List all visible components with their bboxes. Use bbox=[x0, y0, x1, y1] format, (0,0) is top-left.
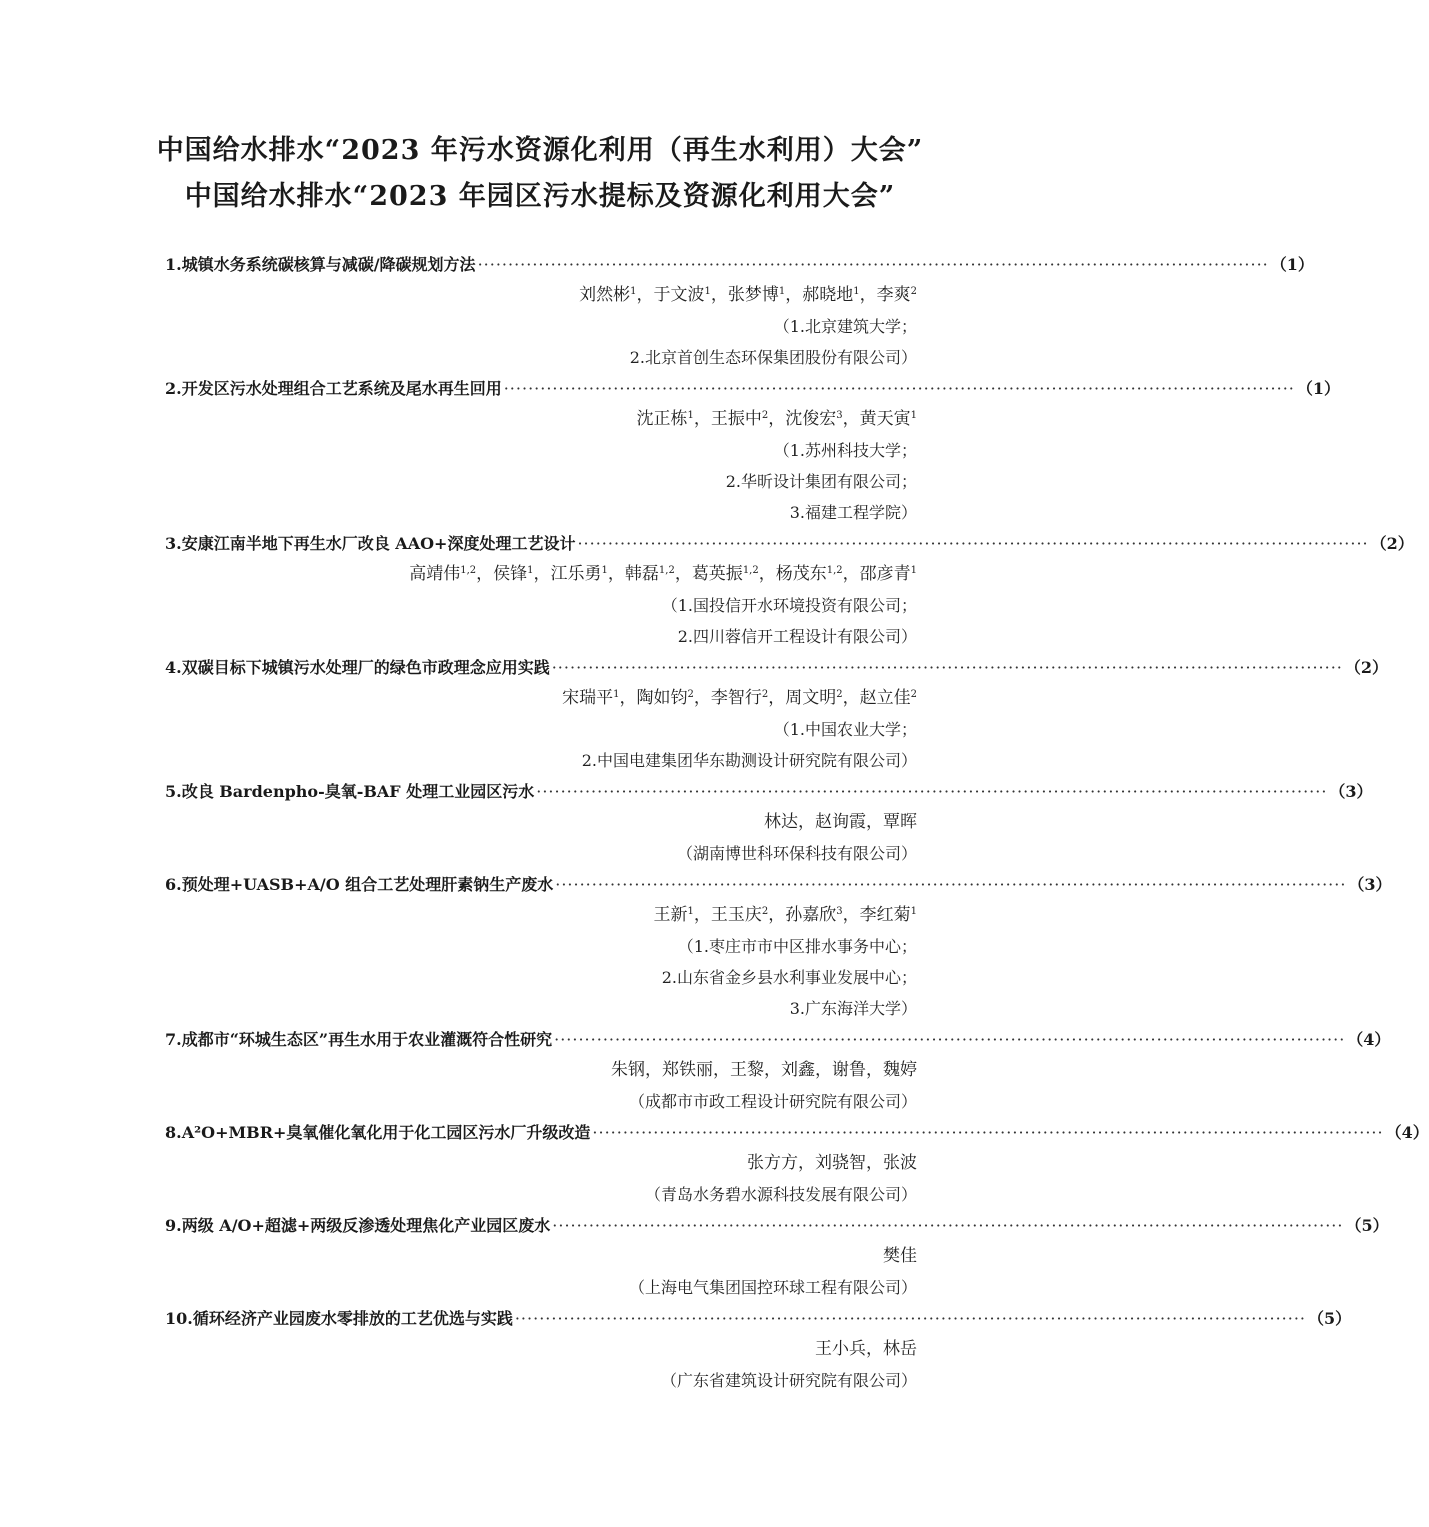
dot-leader: ·································································································································· bbox=[514, 1309, 1307, 1328]
toc-entry-title: 4.双碳目标下城镇污水处理厂的绿色市政理念应用实践 bbox=[165, 658, 550, 677]
author-name: 于文波 bbox=[653, 285, 705, 305]
toc-authors: 林达，赵询霞，覃晖 bbox=[764, 812, 917, 832]
toc-affiliation: （湖南博世科环保科技有限公司） bbox=[676, 844, 917, 863]
author-affiliation-mark: 1 bbox=[910, 410, 917, 421]
author-name: 侯锋 bbox=[493, 564, 528, 584]
toc-affiliation: 2.中国电建集团华东勘测设计研究院有限公司） bbox=[581, 751, 917, 770]
toc-affiliation: 2.山东省金乡县水利事业发展中心； bbox=[661, 968, 917, 987]
author-name: 张波 bbox=[883, 1153, 917, 1173]
author-affiliation-mark: 1 bbox=[601, 565, 608, 576]
author-affiliation-mark: 1 bbox=[687, 410, 694, 421]
author-affiliation-mark: 1 bbox=[527, 565, 534, 576]
toc-page-number: （2） bbox=[1370, 534, 1414, 553]
toc-authors: 王新$^1$，王玉庆$^2$，孙嘉欣$^3$，李红菊$^1$ bbox=[653, 905, 917, 925]
author-name: 李红菊 bbox=[859, 905, 911, 925]
toc-entry-title: 6.预处理+UASB+A/O 组合工艺处理肝素钠生产废水 bbox=[165, 875, 554, 894]
author-name: 王新 bbox=[653, 905, 688, 925]
author-name: 王玉庆 bbox=[710, 905, 762, 925]
author-name: 葛英振 bbox=[691, 564, 743, 584]
author-name: 张方方 bbox=[747, 1153, 798, 1173]
toc-page-number: （4） bbox=[1385, 1123, 1429, 1142]
author-name: 覃晖 bbox=[883, 812, 917, 832]
toc-page-number: （3） bbox=[1348, 875, 1392, 894]
toc-entry-title-row bbox=[165, 1024, 1391, 1055]
toc-authors: 刘然彬$^1$，于文波$^1$，张梦博$^1$，郝晓地$^1$，李爽$^2$ bbox=[579, 285, 917, 305]
author-name: 赵询霞 bbox=[815, 812, 866, 832]
toc-entry-title-row bbox=[165, 249, 1314, 280]
toc-affiliation: （1.北京建筑大学； bbox=[773, 317, 917, 336]
author-affiliation-mark: 1 bbox=[910, 565, 917, 576]
toc-page-number: （5） bbox=[1308, 1309, 1352, 1328]
toc-entry-title-row bbox=[165, 869, 1392, 900]
dot-leader: ·································································································································· bbox=[503, 379, 1295, 398]
author-name: 刘然彬 bbox=[579, 285, 631, 305]
toc-entry-title: 1.城镇水务系统碳核算与减碳/降碳规划方法 bbox=[165, 255, 476, 274]
toc-authors: 沈正栋$^1$，王振中$^2$，沈俊宏$^3$，黄天寅$^1$ bbox=[636, 409, 917, 429]
author-name: 宋瑞平 bbox=[562, 688, 614, 708]
toc-authors: 张方方，刘骁智，张波 bbox=[747, 1153, 917, 1173]
toc-entry-title: 2.开发区污水处理组合工艺系统及尾水再生回用 bbox=[165, 379, 502, 398]
author-affiliation-mark: 2 bbox=[910, 689, 917, 700]
toc-entry-title-row bbox=[165, 373, 1341, 404]
author-name: 樊佳 bbox=[883, 1246, 917, 1266]
toc-entry-title: 5.改良 Bardenpho-臭氧-BAF 处理工业园区污水 bbox=[165, 782, 535, 801]
toc-page-number: （2） bbox=[1344, 658, 1389, 677]
author-name: 谢鲁 bbox=[832, 1060, 866, 1080]
author-name: 韩磊 bbox=[624, 564, 659, 584]
author-name: 李智行 bbox=[710, 688, 762, 708]
toc-entry-title-row bbox=[165, 528, 1414, 559]
toc-affiliation: （1.枣庄市市中区排水事务中心； bbox=[677, 937, 917, 956]
author-name: 李爽 bbox=[876, 285, 911, 305]
dot-leader: ·································································································································· bbox=[477, 255, 1269, 274]
author-affiliation-mark: 1 bbox=[704, 286, 711, 297]
toc-affiliation: 3.广东海洋大学） bbox=[789, 999, 917, 1018]
toc-entry bbox=[165, 1117, 1429, 1210]
author-affiliation-mark: 1 bbox=[778, 286, 786, 297]
author-name: 赵立佳 bbox=[859, 688, 911, 708]
author-name: 陶如钧 bbox=[636, 688, 688, 708]
toc-authors bbox=[165, 1241, 917, 1272]
toc-entry bbox=[165, 373, 1341, 528]
dot-leader: ·································································································································· bbox=[536, 782, 1328, 801]
toc-page-number: （3） bbox=[1329, 782, 1373, 801]
title-line-1: 中国给水排水“2023 年污水资源化利用（再生水利用）大会” bbox=[156, 135, 924, 166]
toc-entry bbox=[165, 1024, 1391, 1117]
author-name: 朱钢 bbox=[611, 1060, 645, 1080]
toc-affiliation: 2.北京首创生态环保集团股份有限公司） bbox=[629, 348, 917, 367]
toc-authors: 宋瑞平$^1$，陶如钧$^2$，李智行$^2$，周文明$^2$，赵立佳$^2$ bbox=[562, 688, 917, 708]
toc-entry-title-row bbox=[165, 1210, 1389, 1241]
toc-entry bbox=[165, 652, 1389, 776]
author-name: 沈俊宏 bbox=[785, 409, 837, 429]
author-name: 高靖伟 bbox=[409, 564, 461, 584]
dot-leader: ·································································································································· bbox=[555, 875, 1347, 894]
author-name: 周文明 bbox=[785, 688, 837, 708]
toc-authors: 王小兵，林岳 bbox=[815, 1339, 917, 1359]
author-name: 孙嘉欣 bbox=[785, 905, 837, 925]
author-affiliation-mark: 3 bbox=[836, 906, 843, 917]
toc-authors: 朱钢，郑铁丽，王黎，刘鑫，谢鲁，魏婷 bbox=[611, 1060, 917, 1080]
author-name: 林达 bbox=[764, 812, 798, 832]
toc-affiliation: （1.中国农业大学； bbox=[773, 720, 917, 739]
toc-entry bbox=[165, 776, 1373, 869]
toc-affiliation: 2.四川蓉信开工程设计有限公司） bbox=[677, 627, 917, 646]
author-affiliation-mark: 2 bbox=[761, 906, 769, 917]
author-affiliation-mark: 1,2 bbox=[742, 565, 759, 576]
author-affiliation-mark: 1 bbox=[630, 286, 637, 297]
author-name: 王小兵 bbox=[815, 1339, 866, 1359]
author-affiliation-mark: 1,2 bbox=[460, 565, 477, 576]
toc-entry-title: 3.安康江南半地下再生水厂改良 AAO+深度处理工艺设计 bbox=[165, 534, 576, 553]
author-affiliation-mark: 1 bbox=[687, 906, 694, 917]
toc-entry-title: 10.循环经济产业园废水零排放的工艺优选与实践 bbox=[165, 1309, 513, 1328]
author-name: 沈正栋 bbox=[636, 409, 688, 429]
toc-affiliation: （广东省建筑设计研究院有限公司） bbox=[660, 1371, 917, 1390]
author-affiliation-mark: 2 bbox=[910, 286, 917, 297]
toc-affiliation: （1.苏州科技大学； bbox=[773, 441, 917, 460]
toc-entry bbox=[165, 1303, 1352, 1396]
author-name: 郑铁丽 bbox=[662, 1060, 713, 1080]
author-affiliation-mark: 3 bbox=[836, 410, 843, 421]
toc-affiliation: （成都市市政工程设计研究院有限公司） bbox=[628, 1092, 917, 1111]
toc-entry-title: 9.两级 A/O+超滤+两级反渗透处理焦化产业园区废水 bbox=[165, 1216, 551, 1235]
author-name: 杨茂东 bbox=[775, 564, 827, 584]
toc-page-number: （1） bbox=[1270, 255, 1314, 274]
author-affiliation-mark: 2 bbox=[687, 689, 694, 700]
author-affiliation-mark: 2 bbox=[761, 689, 769, 700]
author-affiliation-mark: 1 bbox=[613, 689, 620, 700]
author-affiliation-mark: 1,2 bbox=[658, 565, 675, 576]
author-name: 王振中 bbox=[710, 409, 762, 429]
author-affiliation-mark: 2 bbox=[761, 410, 769, 421]
author-affiliation-mark: 1 bbox=[910, 906, 917, 917]
title-line-2: 中国给水排水“2023 年园区污水提标及资源化利用大会” bbox=[184, 181, 896, 212]
dot-leader: ·································································································································· bbox=[554, 1030, 1346, 1049]
toc-page-number: （1） bbox=[1296, 379, 1341, 398]
dot-leader: ·································································································································· bbox=[592, 1123, 1384, 1142]
toc-page-number: （4） bbox=[1347, 1030, 1391, 1049]
author-name: 黄天寅 bbox=[859, 409, 911, 429]
author-affiliation-mark: 1,2 bbox=[826, 565, 843, 576]
toc-entry-title-row bbox=[165, 1303, 1352, 1334]
toc-affiliation: （1.国投信开水环境投资有限公司； bbox=[661, 596, 917, 615]
table-of-contents bbox=[165, 249, 1429, 1396]
author-name: 魏婷 bbox=[883, 1060, 917, 1080]
author-affiliation-mark: 2 bbox=[836, 689, 843, 700]
toc-page-number: （5） bbox=[1345, 1216, 1389, 1235]
toc-affiliation: 3.福建工程学院） bbox=[789, 503, 917, 522]
author-affiliation-mark: 1 bbox=[853, 286, 860, 297]
toc-affiliation: （上海电气集团国控环球工程有限公司） bbox=[628, 1278, 917, 1297]
document-title bbox=[0, 128, 1080, 220]
toc-entry bbox=[165, 249, 1314, 373]
toc-entry-title: 8.A²O+MBR+臭氧催化氧化用于化工园区污水厂升级改造 bbox=[165, 1123, 591, 1142]
toc-entry-title-row bbox=[165, 1117, 1429, 1148]
author-name: 邵彦青 bbox=[859, 564, 911, 584]
toc-affiliation: 2.华昕设计集团有限公司； bbox=[725, 472, 917, 491]
author-name: 张梦博 bbox=[727, 285, 779, 305]
author-name: 王黎 bbox=[730, 1060, 764, 1080]
author-name: 林岳 bbox=[883, 1339, 917, 1359]
toc-entry bbox=[165, 528, 1414, 652]
toc-affiliation: （青岛水务碧水源科技发展有限公司） bbox=[644, 1185, 917, 1204]
dot-leader: ·································································································································· bbox=[551, 658, 1343, 677]
toc-authors: 高靖伟$^{1,2}$，侯锋$^1$，江乐勇$^1$，韩磊$^{1,2}$，葛英振$^{1,2}$，杨茂东$^{1,2}$，邵彦青$^1$ bbox=[409, 564, 917, 584]
toc-entry-title-row bbox=[165, 776, 1373, 807]
dot-leader: ·································································································································· bbox=[552, 1216, 1344, 1235]
toc-entry bbox=[165, 1210, 1389, 1303]
toc-entry bbox=[165, 869, 1392, 1024]
dot-leader: ·································································································································· bbox=[577, 534, 1369, 553]
author-name: 刘骁智 bbox=[815, 1153, 866, 1173]
author-name: 郝晓地 bbox=[802, 285, 854, 305]
toc-entry-title: 7.成都市“环城生态区”再生水用于农业灌溉符合性研究 bbox=[165, 1030, 553, 1049]
author-name: 江乐勇 bbox=[550, 564, 602, 584]
author-name: 刘鑫 bbox=[781, 1060, 815, 1080]
toc-entry-title-row bbox=[165, 652, 1389, 683]
